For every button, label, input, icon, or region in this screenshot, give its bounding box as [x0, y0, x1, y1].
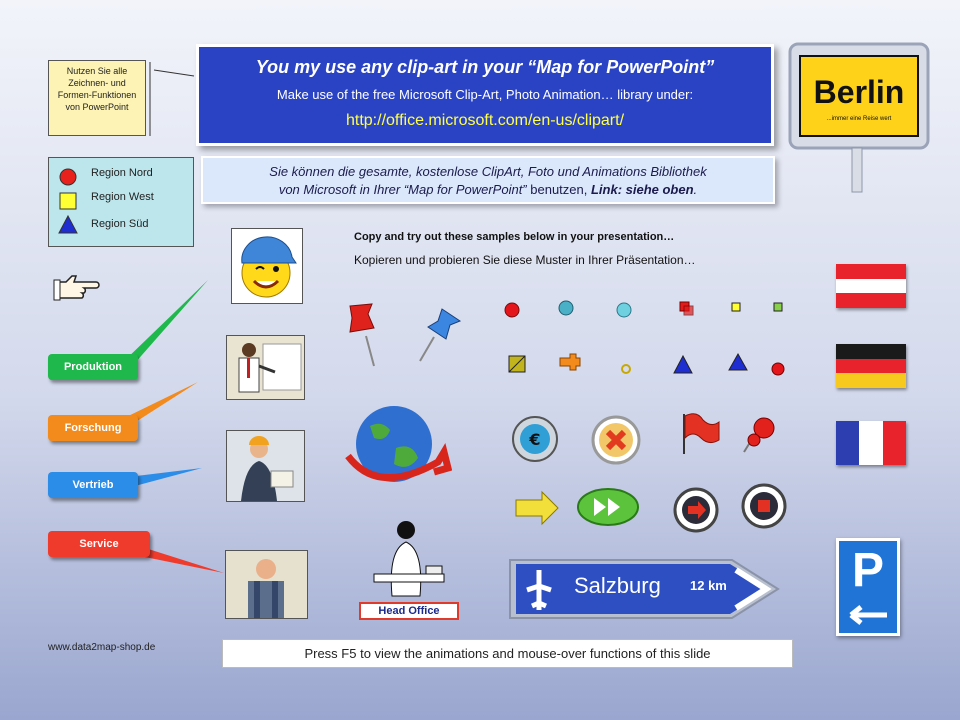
german-info-line1: Sie können die gesamte, kostenlose ClipArt, Foto und Animations Bibliothek [269, 164, 707, 179]
parking-sign[interactable] [836, 538, 900, 636]
tag-forschung[interactable]: Forschung [48, 415, 138, 441]
clipart-banner [196, 44, 774, 146]
legend-label-west: Region West [91, 191, 154, 203]
marker-samples-row1 [500, 298, 800, 328]
german-info-line2-normal: benutzen, [530, 182, 591, 197]
road-sign-destination: Salzburg [574, 573, 661, 598]
german-info-line2 [203, 181, 773, 199]
red-flag-icon[interactable] [676, 410, 722, 456]
footer-website[interactable]: www.data2map-shop.de [48, 642, 156, 653]
parking-letter: P [851, 544, 884, 597]
region-sued-marker-icon[interactable] [57, 214, 79, 236]
region-west-marker-icon[interactable] [57, 190, 79, 212]
tag-service[interactable]: Service [48, 531, 150, 557]
presenter-photo[interactable] [226, 335, 305, 400]
banner-title: You my use any clip-art in your “Map for PowerPoint” [255, 57, 715, 77]
clipart-link[interactable]: http://office.microsoft.com/en-us/clipart/ [345, 112, 625, 129]
f5-hint: Press F5 to view the animations and mouse-over functions of this slide [222, 639, 793, 668]
blue-pushpin-icon[interactable] [414, 305, 464, 365]
region-legend [48, 157, 194, 247]
red-pushpin-small-icon[interactable] [740, 414, 780, 456]
left-arrow-icon [847, 603, 891, 627]
austria-flag-icon[interactable] [836, 264, 906, 308]
red-pushpin-icon[interactable] [342, 300, 388, 370]
germany-flag-icon[interactable] [836, 344, 906, 388]
note-connector [148, 60, 196, 138]
marker-samples-row2 [506, 352, 796, 382]
legend-label-sued: Region Süd [91, 218, 149, 230]
copy-instructions-en: Copy and try out these samples below in your presentation… [354, 231, 675, 243]
svg-text:€: € [529, 430, 541, 449]
salzburg-road-sign[interactable] [506, 556, 782, 622]
euro-button-icon[interactable] [510, 414, 560, 464]
worker-photo[interactable] [226, 430, 305, 502]
legend-label-nord: Region Nord [91, 167, 153, 179]
tag-vertrieb[interactable]: Vertrieb [48, 472, 138, 498]
fast-forward-button-icon[interactable] [576, 486, 640, 528]
banner-subtitle: Make use of the free Microsoft Clip-Art, Photo Animation… library under: [276, 87, 694, 102]
yellow-arrow-icon[interactable] [512, 490, 562, 526]
head-office-receptionist-icon[interactable] [366, 518, 454, 602]
german-info-link-ref: Link: siehe oben [590, 182, 694, 197]
winking-smiley-icon [232, 229, 302, 303]
drawing-tools-note: Nutzen Sie alle Zeichnen- und Formen-Funktionen von PowerPoint [48, 60, 146, 136]
german-info-banner [201, 156, 775, 204]
region-nord-marker-icon[interactable] [57, 166, 79, 188]
mechanic-photo[interactable] [225, 550, 308, 619]
cancel-button-icon[interactable] [590, 414, 642, 466]
mechanic-phone-clipart-icon [226, 551, 307, 618]
globe-arrow-icon[interactable] [344, 400, 452, 496]
presenter-clipart-icon [227, 336, 304, 399]
france-flag-icon[interactable] [836, 421, 906, 465]
worker-phone-clipart-icon [227, 431, 304, 501]
head-office-label: Head Office [359, 602, 459, 620]
smiley-clipart-frame[interactable] [231, 228, 303, 304]
next-button-icon[interactable] [672, 486, 720, 534]
copy-instructions-de: Kopieren und probieren Sie diese Muster in Ihrer Präsentation… [354, 253, 696, 267]
road-sign-distance: 12 km [690, 578, 727, 593]
stop-button-icon[interactable] [740, 482, 788, 530]
city-name: Berlin [813, 74, 905, 110]
german-info-line2-prefix: von Microsoft in Ihrer “Map for PowerPoint” [278, 182, 531, 197]
airplane-icon [524, 568, 554, 612]
city-slogan: ...immer eine Reise wert [826, 116, 892, 122]
berlin-city-sign[interactable] [788, 42, 930, 194]
german-info-line2-end: . [693, 182, 698, 197]
tag-produktion[interactable]: Produktion [48, 354, 138, 380]
